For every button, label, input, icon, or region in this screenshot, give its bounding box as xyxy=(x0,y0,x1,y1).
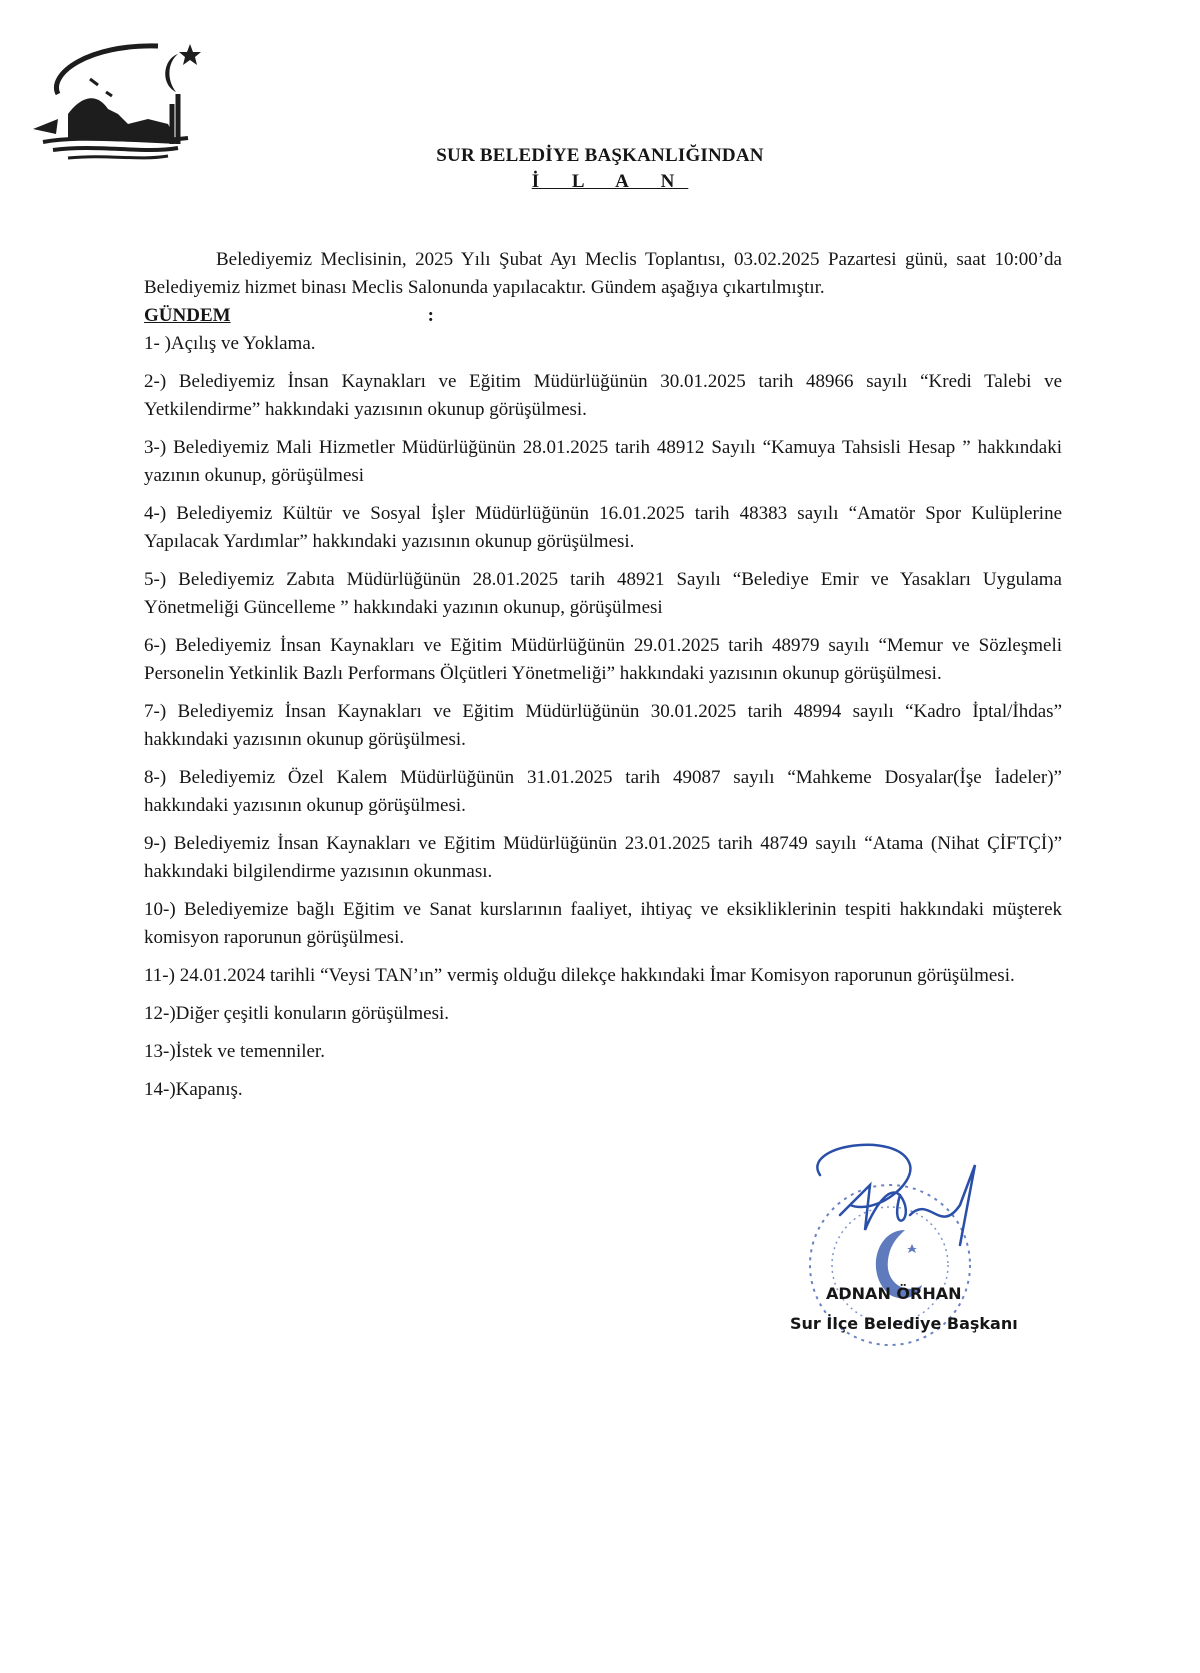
document-title: SUR BELEDİYE BAŞKANLIĞINDAN xyxy=(436,145,764,166)
document-subtitle: İ L A N xyxy=(531,171,689,192)
agenda-item: 8-) Belediyemiz Özel Kalem Müdürlüğünün 31.01.2025 tarih 49087 sayılı “Mahkeme Dosyalar(İşe İadeler)” hakkındaki yazısının okunup görüşülmesi. xyxy=(144,767,1062,816)
agenda-heading xyxy=(144,302,438,330)
agenda-item: 11-) 24.01.2024 tarihli “Veysi TAN’ın” vermiş olduğu dilekçe hakkındaki İmar Komisyon raporunun görüşülmesi. xyxy=(144,965,1015,986)
agenda-item: 9-) Belediyemiz İnsan Kaynakları ve Eğitim Müdürlüğünün 23.01.2025 tarih 48749 sayılı “Atama (Nihat ÇİFTÇİ)” hakkındaki bilgilendirme yazısının okunması. xyxy=(144,833,1062,882)
agenda-item: 6-) Belediyemiz İnsan Kaynakları ve Eğitim Müdürlüğünün 29.01.2025 tarih 48979 sayılı “Memur ve Sözleşmeli Personelin Yetkinlik Bazlı Performans Ölçütleri Yönetmeliği” hakkındaki yazısının okunup görüşülmesi. xyxy=(144,635,1062,684)
signatory-title: Sur İlçe Belediye Başkanı xyxy=(790,1314,1018,1333)
agenda-item: 5-) Belediyemiz Zabıta Müdürlüğünün 28.01.2025 tarih 48921 Sayılı “Belediye Emir ve Yasakları Uygulama Yönetmeliği Güncelleme ” hakkındaki yazının okunup, görüşülmesi xyxy=(144,569,1062,618)
signatory-name: ADNAN ÖRHAN xyxy=(826,1284,962,1303)
signature-stamp xyxy=(780,1135,1040,1375)
agenda-colon: : xyxy=(427,305,434,326)
agenda-item: 7-) Belediyemiz İnsan Kaynakları ve Eğitim Müdürlüğünün 30.01.2025 tarih 48994 sayılı “Kadro İptal/İhdas” hakkındaki yazısının okunup görüşülmesi. xyxy=(144,701,1062,750)
agenda-item: 4-) Belediyemiz Kültür ve Sosyal İşler Müdürlüğünün 16.01.2025 tarih 48383 sayılı “Amatör Spor Kulüplerine Yapılacak Yardımlar” hakkındaki yazısının okunup görüşülmesi. xyxy=(144,503,1062,552)
agenda-item: 2-) Belediyemiz İnsan Kaynakları ve Eğitim Müdürlüğünün 30.01.2025 tarih 48966 sayılı “Kredi Talebi ve Yetkilendirme” hakkındaki yazısının okunup görüşülmesi. xyxy=(144,371,1062,420)
agenda-item: 1- )Açılış ve Yoklama. xyxy=(144,333,316,354)
agenda-item: 13-)İstek ve temenniler. xyxy=(144,1041,325,1062)
agenda-item: 10-) Belediyemize bağlı Eğitim ve Sanat kurslarının faaliyet, ihtiyaç ve eksikliklerinin tespiti hakkındaki müşterek komisyon raporunun görüşülmesi. xyxy=(144,899,1062,948)
document-body xyxy=(144,246,1062,1104)
agenda-item: 3-) Belediyemiz Mali Hizmetler Müdürlüğünün 28.01.2025 tarih 48912 Sayılı “Kamuya Tahsisli Hesap ” hakkındaki yazının okunup, görüşülmesi xyxy=(144,437,1062,486)
handwritten-signature-icon xyxy=(780,1135,1040,1375)
agenda-item: 14-)Kapanış. xyxy=(144,1079,243,1100)
agenda-item: 12-)Diğer çeşitli konuların görüşülmesi. xyxy=(144,1003,449,1024)
agenda-label: GÜNDEM xyxy=(144,305,231,326)
intro-paragraph: Belediyemiz Meclisinin, 2025 Yılı Şubat Ayı Meclis Toplantısı, 03.02.2025 Pazartesi günü, saat 10:00’da Belediyemiz hizmet binası Meclis Salonunda yapılacaktır. Gündem aşağıya çıkartılmıştır. xyxy=(144,249,1062,298)
